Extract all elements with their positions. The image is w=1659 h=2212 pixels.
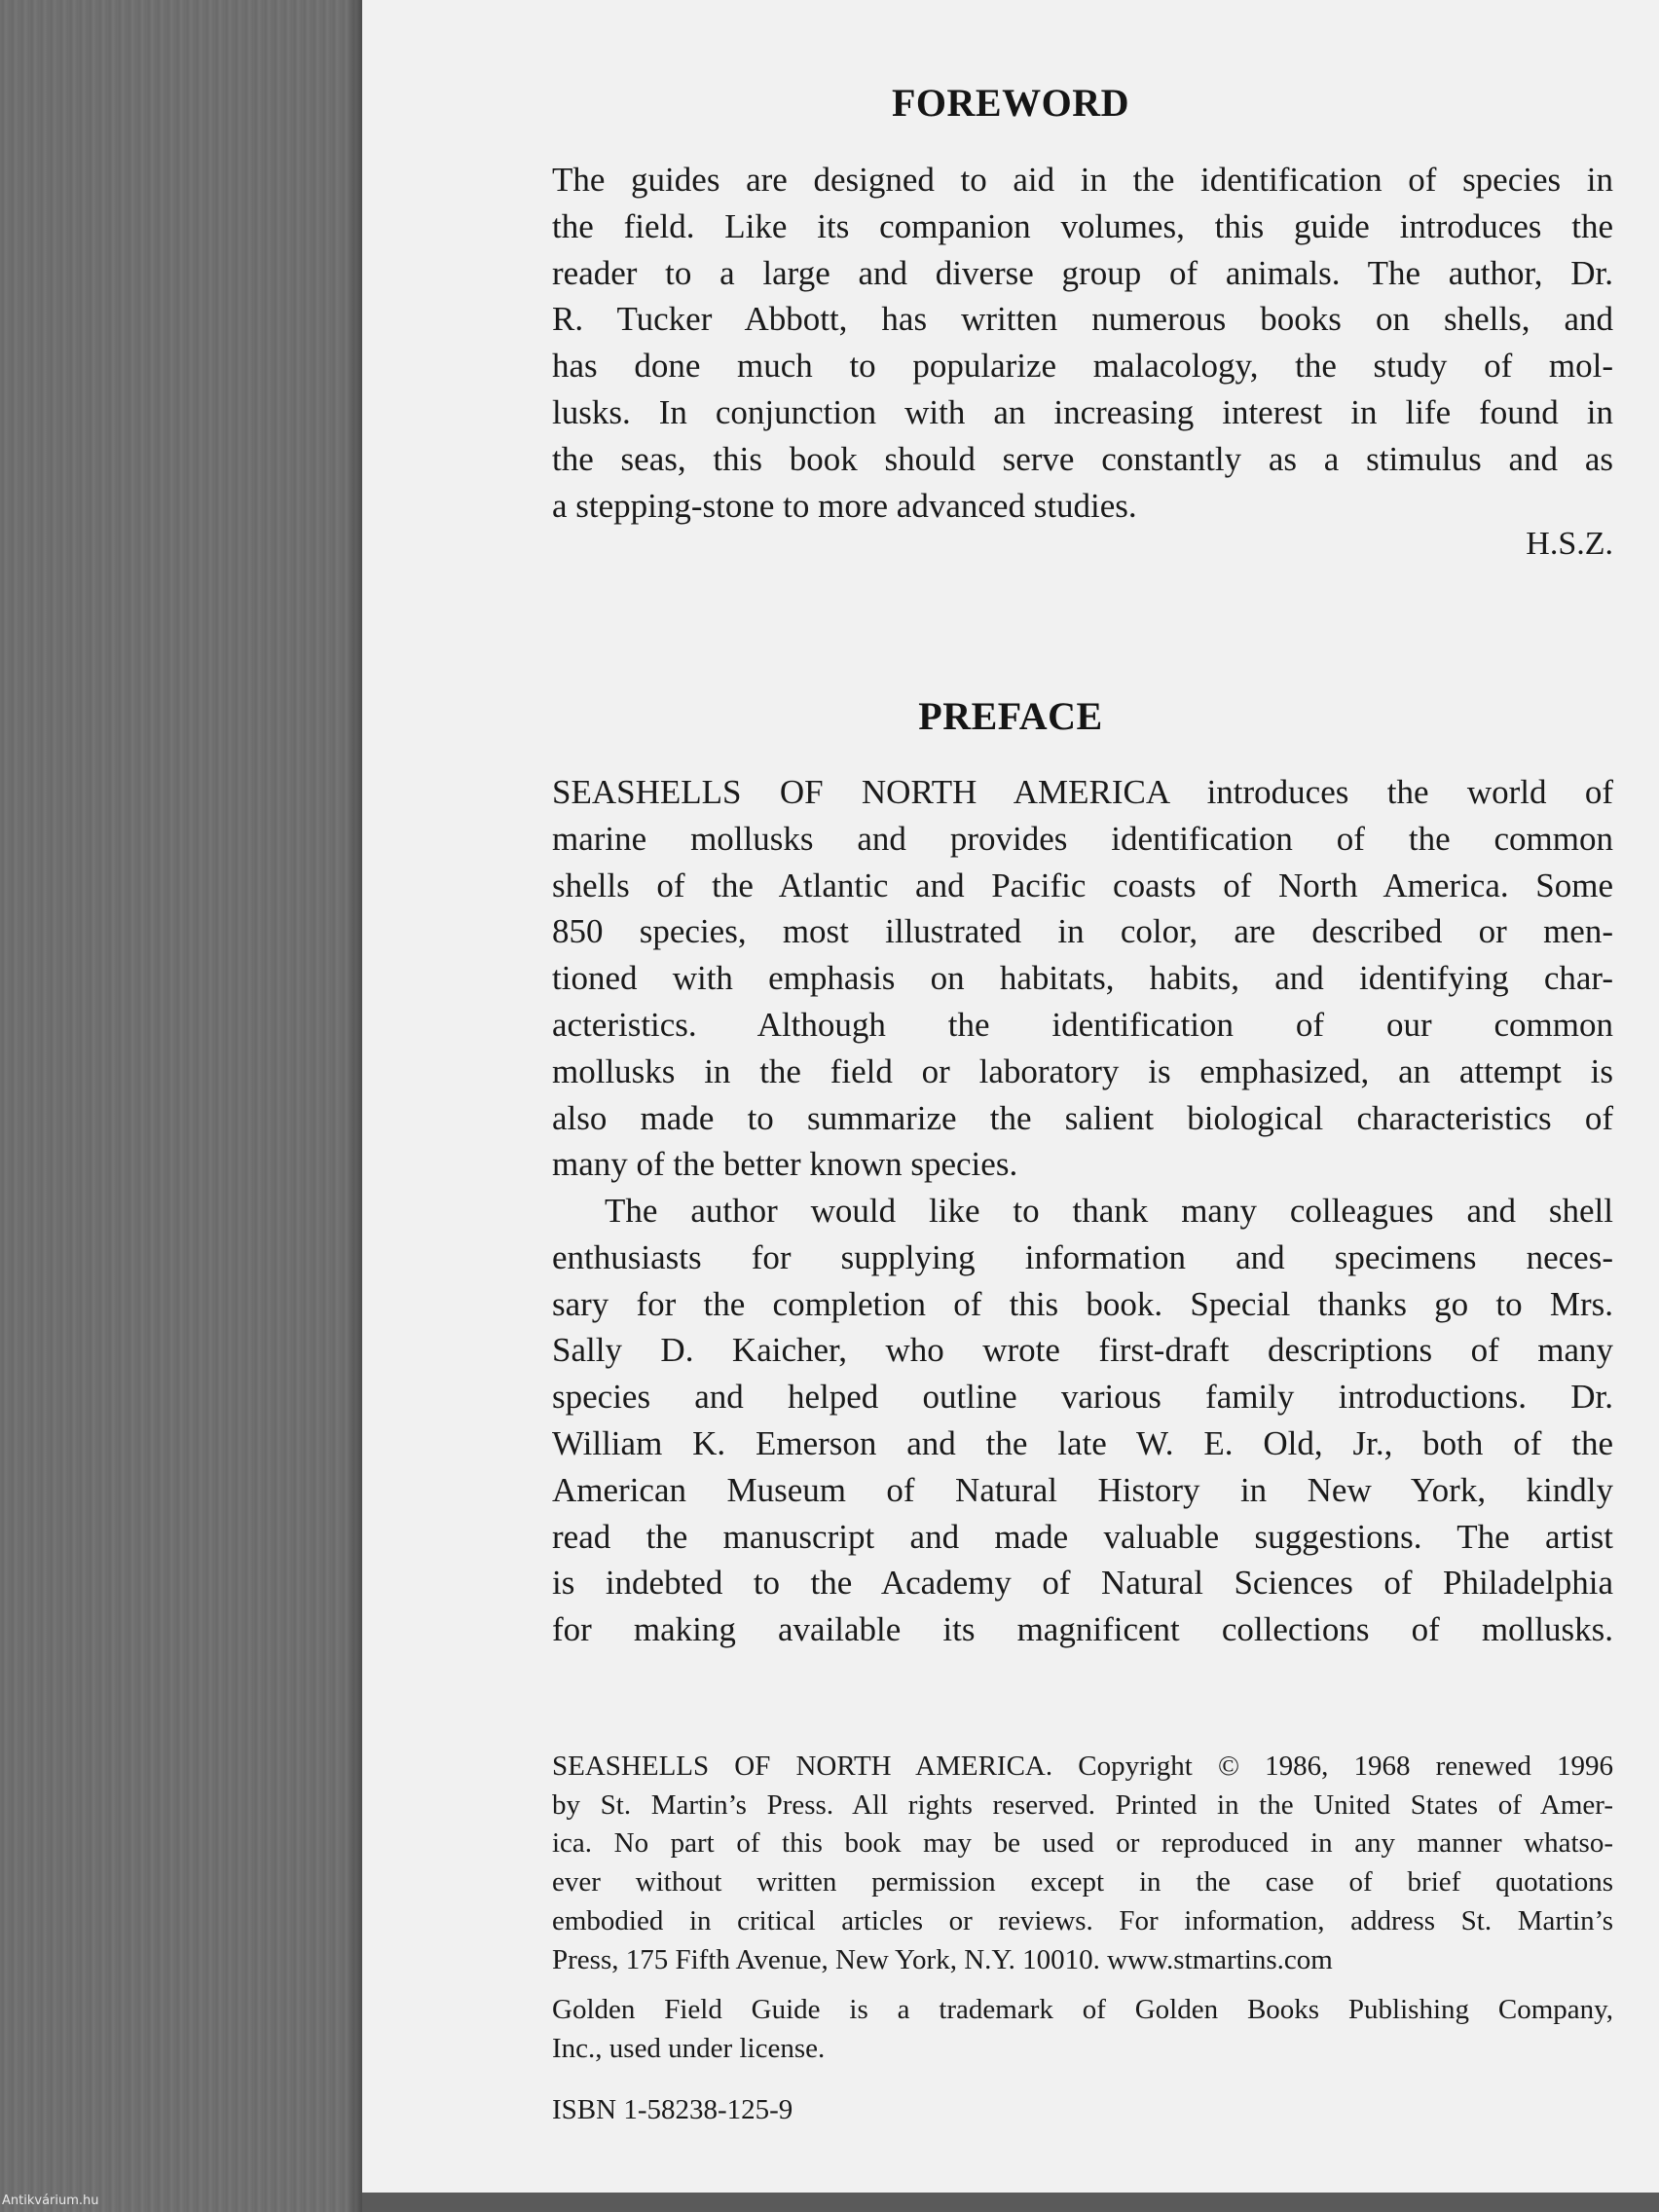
foreword-line: a stepping-stone to more advanced studies. xyxy=(552,486,1137,525)
trademark-line: Inc., used under license. xyxy=(552,2032,826,2064)
foreword-line: has done much to popularize malacology, the study of mol- xyxy=(552,347,1613,386)
foreword-line: the field. Like its companion volumes, this guide introduces the xyxy=(552,206,1613,245)
preface-line: tioned with emphasis on habitats, habits, and identifying char- xyxy=(552,959,1613,998)
preface-line: also made to summarize the salient biological characteristics of xyxy=(552,1098,1613,1137)
preface-line: William K. Emerson and the late W. E. Old, Jr., both of the xyxy=(552,1423,1613,1462)
isbn: ISBN 1-58238-125-9 xyxy=(552,2094,793,2125)
foreword-line: lusks. In conjunction with an increasing interest in life found in xyxy=(552,392,1613,431)
foreword-heading: FOREWORD xyxy=(892,81,1129,125)
preface-heading: PREFACE xyxy=(918,694,1103,738)
foreword-signature: H.S.Z. xyxy=(1526,526,1613,562)
copyright-line: Press, 175 Fifth Avenue, New York, N.Y. 10010. www.stmartins.com xyxy=(552,1943,1333,1975)
trademark-line: Golden Field Guide is a trademark of Golden Books Publishing Company, xyxy=(552,1994,1613,2025)
preface-line: for making available its magnificent collections of mollusks. xyxy=(552,1610,1613,1649)
foreword-line: The guides are designed to aid in the identification of species in xyxy=(552,161,1613,199)
preface-line: read the manuscript and made valuable suggestions. The artist xyxy=(552,1517,1613,1556)
preface-line: enthusiasts for supplying information and specimens neces- xyxy=(552,1237,1613,1276)
preface-paragraph-2 xyxy=(552,1188,1613,1653)
copyright-line: by St. Martin’s Press. All rights reserved. Printed in the United States of Amer- xyxy=(552,1788,1613,1821)
preface-line: SEASHELLS OF NORTH AMERICA introduces the world of xyxy=(552,773,1613,811)
preface-paragraph-1 xyxy=(552,769,1613,1188)
foreword-line: reader to a large and diverse group of animals. The author, Dr. xyxy=(552,253,1613,292)
copyright-line: embodied in critical articles or reviews. For information, address St. Martin’s xyxy=(552,1904,1613,1936)
preface-line: sary for the completion of this book. Special thanks go to Mrs. xyxy=(552,1284,1613,1323)
copyright-line: SEASHELLS OF NORTH AMERICA. Copyright © 1986, 1968 renewed 1996 xyxy=(552,1751,1613,1782)
preface-line: Sally D. Kaicher, who wrote first-draft descriptions of many xyxy=(552,1331,1613,1370)
preface-line: American Museum of Natural History in New York, kindly xyxy=(552,1470,1613,1509)
foreword-line: R. Tucker Abbott, has written numerous books on shells, and xyxy=(552,300,1613,339)
preface-line: marine mollusks and provides identification of the common xyxy=(552,819,1613,858)
foreword-line: the seas, this book should serve constantly as a stimulus and as xyxy=(552,439,1613,478)
preface-line: The author would like to thank many colleagues and shell xyxy=(605,1192,1613,1230)
copyright-line: ica. No part of this book may be used or reproduced in any manner whatso- xyxy=(552,1827,1613,1860)
foreword-paragraph xyxy=(552,157,1613,529)
preface-line: is indebted to the Academy of Natural Sciences of Philadelphia xyxy=(552,1564,1613,1603)
book-page xyxy=(362,0,1659,2212)
preface-line: many of the better known species. xyxy=(552,1145,1018,1184)
preface-line: shells of the Atlantic and Pacific coasts of North America. Some xyxy=(552,866,1613,904)
watermark: Antikvárium.hu xyxy=(2,2194,99,2208)
preface-line: 850 species, most illustrated in color, are described or men- xyxy=(552,912,1613,951)
preface-line: species and helped outline various family introductions. Dr. xyxy=(552,1378,1613,1417)
page-bottom-edge xyxy=(362,2193,1659,2212)
background-surface xyxy=(0,0,362,2212)
trademark-notice xyxy=(552,1991,1613,2068)
preface-line: acteristics. Although the identification of our common xyxy=(552,1005,1613,1044)
preface-line: mollusks in the field or laboratory is emphasized, an attempt is xyxy=(552,1051,1613,1090)
copyright-notice xyxy=(552,1748,1613,1979)
copyright-line: ever without written permission except in the case of brief quotations xyxy=(552,1866,1613,1899)
